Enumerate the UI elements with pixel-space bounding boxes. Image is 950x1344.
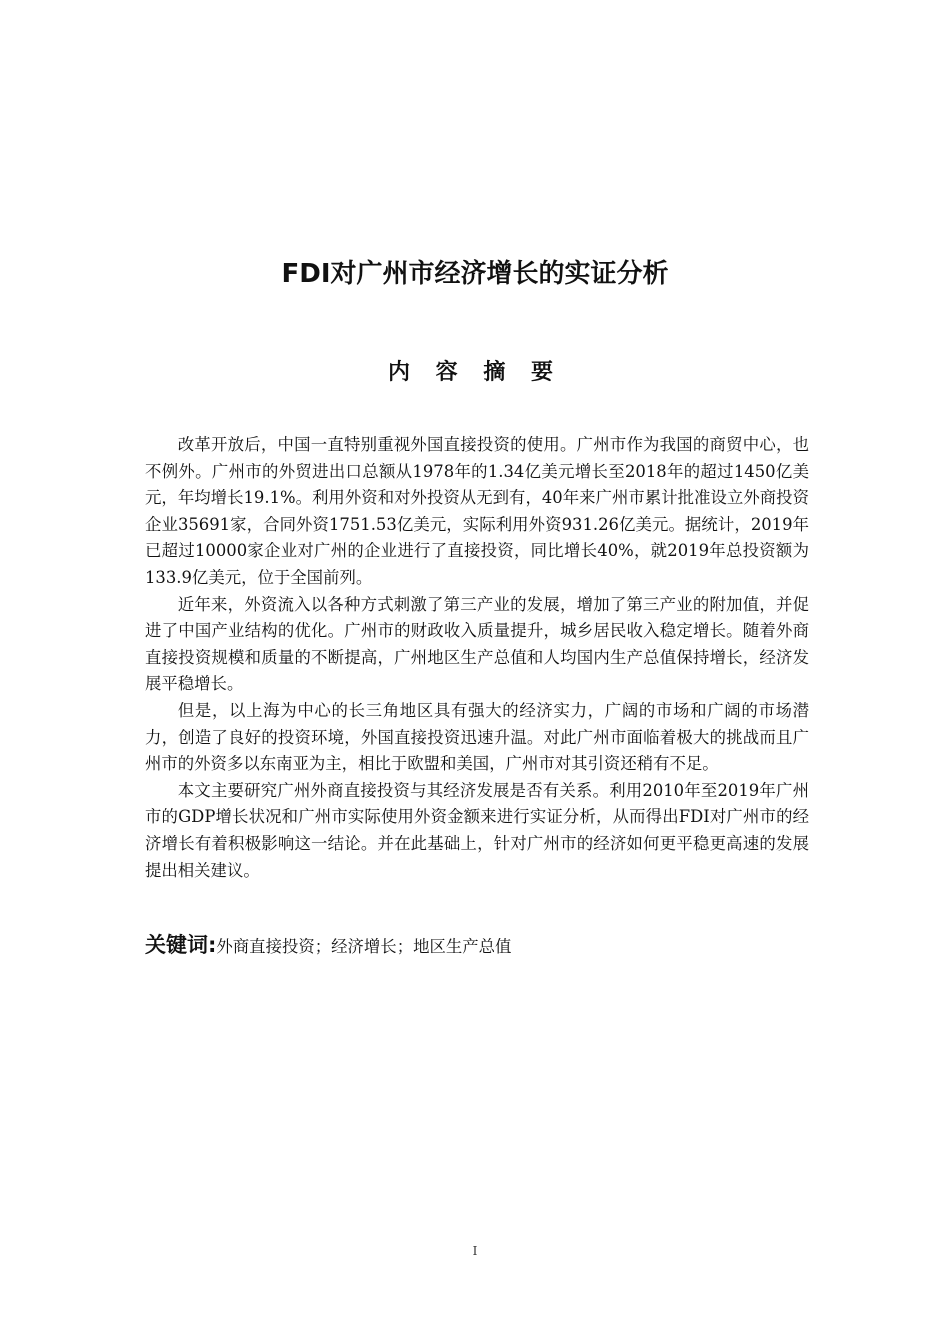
keywords-label: 关键词:: [145, 933, 217, 957]
abstract-paragraph-1: 改革开放后，中国一直特别重视外国直接投资的使用。广州市作为我国的商贸中心，也不例外。广州市的外贸进出口总额从1978年的1.34亿美元增长至2018年的超过1450亿美元，年均增长19.1%。利用外资和对外投资从无到有，40年来广州市累计批准设立外商投资企业35691家，合同外资1751.53亿美元，实际利用外资931.26亿美元。据统计，2019年已超过10000家企业对广州的企业进行了直接投资，同比增长40%，就2019年总投资额为133.9亿美元，位于全国前列。: [145, 435, 809, 587]
keywords-line: [145, 930, 809, 962]
abstract-body: [145, 432, 809, 884]
page-number: I: [472, 1244, 478, 1258]
document-title: FDI对广州市经济增长的实证分析: [281, 259, 669, 289]
abstract-paragraph-4: 本文主要研究广州外商直接投资与其经济发展是否有关系。利用2010年至2019年广州市的GDP增长状况和广州市实际使用外资金额来进行实证分析，从而得出FDI对广州市的经济增长有着积极影响这一结论。并在此基础上，针对广州市的经济如何更平稳更高速的发展提出相关建议。: [145, 780, 809, 880]
abstract-paragraph-3: 但是，以上海为中心的长三角地区具有强大的经济实力，广阔的市场和广阔的市场潜力，创造了良好的投资环境，外国直接投资迅速升温。对此广州市面临着极大的挑战而且广州市的外资多以东南亚为主，相比于欧盟和美国，广州市对其引资还稍有不足。: [145, 700, 809, 774]
abstract-paragraph-2: 近年来，外资流入以各种方式刺激了第三产业的发展，增加了第三产业的附加值，并促进了中国产业结构的优化。广州市的财政收入质量提升，城乡居民收入稳定增长。随着外商直接投资规模和质量的不断提高，广州地区生产总值和人均国内生产总值保持增长，经济发展平稳增长。: [145, 594, 809, 694]
keywords-text: 外商直接投资；经济增长；地区生产总值: [216, 937, 512, 956]
abstract-heading: 内 容 摘 要: [388, 360, 562, 385]
